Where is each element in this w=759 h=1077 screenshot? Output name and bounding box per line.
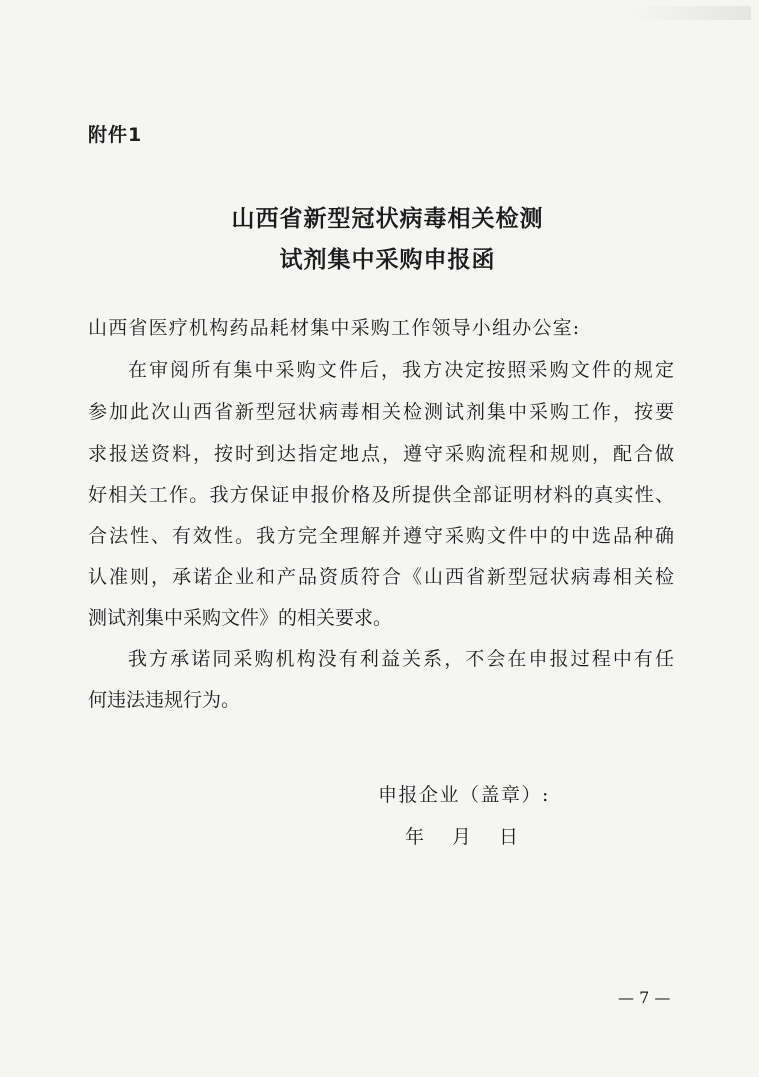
salutation: 山西省医疗机构药品耗材集中采购工作领导小组办公室: [88,317,581,339]
date-year: 年 [405,826,425,848]
paragraph-1-line: 参加此次山西省新型冠状病毒相关检测试剂集中采购工作，按要 [88,401,674,423]
paragraph-1-line: 在审阅所有集中采购文件后，我方决定按照采购文件的规定 [128,359,674,381]
date-month: 月 [452,826,472,848]
page-number: — 7 — [618,988,671,1007]
paragraph-2-line: 何违法违规行为。 [88,689,241,711]
title-line-2: 试剂集中采购申报函 [279,247,496,273]
title-line-1: 山西省新型冠状病毒相关检测 [231,206,544,232]
paragraph-1-line: 测试剂集中采购文件》的相关要求。 [88,607,393,629]
signature-date [405,822,546,849]
paragraph-1-line: 合法性、有效性。我方完全理解并遵守采购文件中的中选品种确 [88,525,674,547]
paragraph-1-line: 好相关工作。我方保证申报价格及所提供全部证明材料的真实性、 [88,484,674,506]
paragraph-1-line: 求报送资料，按时到达指定地点，遵守采购流程和规则，配合做 [88,443,674,465]
date-day: 日 [499,826,519,848]
scan-corner-mark [631,6,751,20]
attachment-label: 附件1 [88,124,143,146]
paragraph-2-line: 我方承诺同采购机构没有利益关系，不会在申报过程中有任 [128,648,674,670]
signature-company: 申报企业（盖章）: [378,784,550,806]
paragraph-1-line: 认准则，承诺企业和产品资质符合《山西省新型冠状病毒相关检 [88,566,674,588]
